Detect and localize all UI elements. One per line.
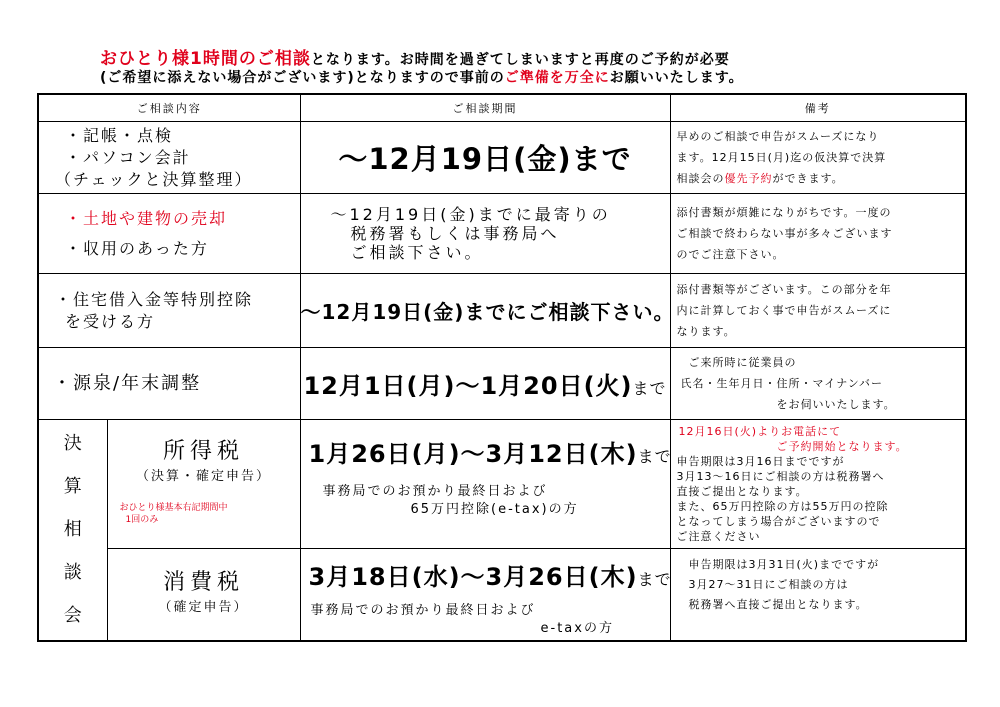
intro-line2-a: (ご希望に添えない場合がございます)となりますので事前の [100, 70, 505, 86]
consultation-table [37, 93, 967, 642]
detail-line: 事務局でのお預かり最終日および [322, 484, 548, 499]
shotoku-title-cell [107, 420, 300, 549]
shohi-note-cell [670, 549, 966, 641]
reservation-start-line: 12月16日(火)よりお電話にて [678, 425, 842, 438]
note-line: 税務署へ直接ご提出となります。 [688, 598, 868, 611]
vertical-char: 会 [63, 605, 82, 627]
intro-highlight: おひとり様1時間のご相談 [100, 49, 311, 69]
period-text: 3月18日(水)～3月26日(木) [308, 563, 638, 591]
kessan-vertical-label [38, 420, 107, 641]
content-cell [38, 348, 300, 420]
note-text: ができます。 [772, 172, 844, 185]
priority-reservation-text: 優先予約 [724, 172, 773, 185]
intro-line-2 [100, 69, 960, 87]
note-line: 直接ご提出となります。 [676, 485, 808, 498]
detail-line: e-taxの方 [540, 621, 614, 636]
note-line: 3月27～31日にご相談の方は [688, 578, 849, 591]
note-line: 3月13～16日にご相談の方は税務署へ [676, 470, 885, 483]
intro-line1-rest: となります。お時間を過ぎてしまいますと再度のご予約が必要 [310, 52, 730, 68]
header-notes: 備考 [670, 94, 966, 122]
note-line: をお伺いいたします。 [776, 398, 896, 411]
note-line: ご来所時に従業員の [688, 356, 797, 369]
period-text: 1月26日(月)～3月12日(木) [308, 440, 638, 468]
note-line: ご注意ください [676, 530, 761, 543]
tiny-note-line: 1回のみ [125, 515, 159, 525]
shotoku-detail [301, 483, 670, 519]
note-line: 氏名・生年月日・住所・マイナンバー [680, 377, 883, 390]
shotoku-tiny-note [108, 502, 300, 526]
header-content: ご相談内容 [38, 94, 300, 122]
period-cell [300, 194, 670, 274]
table-row [38, 549, 966, 641]
vertical-char: 相 [63, 519, 82, 541]
note-line: 添付書類等がございます。この部分を年 [676, 283, 892, 296]
shotoku-period-cell [300, 420, 670, 549]
content-line-highlight: ・土地や建物の売却 [65, 208, 228, 228]
shohi-subtitle: （確定申告） [158, 600, 249, 615]
table-row [38, 420, 966, 549]
header-period: ご相談期間 [300, 94, 670, 122]
period-cell: ～12月19日(金)までにご相談下さい。 [300, 274, 670, 348]
note-line [677, 168, 960, 189]
content-line: ・記帳・点検 [65, 125, 174, 145]
note-line: 内に計算しておく事で申告がスムーズに [676, 304, 892, 317]
note-line: となってしまう場合がございますので [676, 515, 881, 528]
tiny-note-line: おひとり様基本右記期間中 [119, 503, 228, 513]
period-cell [300, 348, 670, 420]
vertical-char: 決 [63, 433, 82, 455]
note-line: ご相談で終わらない事が多々ございます [676, 227, 893, 240]
period-suffix: まで [632, 379, 667, 398]
vertical-char: 算 [63, 476, 82, 498]
content-line: ・パソコン会計 [65, 147, 191, 167]
shohi-title-cell [107, 549, 300, 641]
detail-line: 65万円控除(e-tax)の方 [410, 502, 579, 517]
content-line: ・収用のあった方 [65, 238, 209, 258]
note-cell [670, 348, 966, 420]
table-row [38, 274, 966, 348]
shohi-title: 消費税 [162, 570, 244, 595]
content-cell [38, 122, 300, 194]
note-line: ます。12月15日(月)迄の仮決算で決算 [676, 151, 887, 164]
reservation-start-line: ご予約開始となります。 [776, 440, 908, 453]
shotoku-note-cell [670, 420, 966, 549]
note-cell [670, 194, 966, 274]
note-line: 申告期限は3月31日(火)までですが [688, 558, 880, 571]
note-line: 早めのご相談で申告がスムーズになり [676, 130, 880, 143]
note-line: また、65万円控除の方は55万円の控除 [676, 500, 889, 513]
content-cell [38, 194, 300, 274]
period-suffix: まで [637, 570, 672, 589]
note-line: 申告期限は3月16日までですが [676, 455, 845, 468]
note-text: 相談会の [676, 172, 725, 185]
intro-text [100, 50, 960, 87]
note-line: のでご注意下さい。 [676, 248, 785, 261]
period-cell: ～12月19日(金)まで [300, 122, 670, 194]
note-cell [670, 122, 966, 194]
shotoku-period [301, 434, 670, 469]
note-line: 添付書類が煩雑になりがちです。一度の [676, 206, 892, 219]
note-line: なります。 [676, 325, 736, 338]
shotoku-title: 所得税 [162, 439, 244, 464]
vertical-char: 談 [63, 562, 82, 584]
intro-line2-highlight: ご準備を万全に [504, 70, 610, 86]
shohi-detail [301, 602, 670, 638]
table-row [38, 348, 966, 420]
period-line: ～12月19日(金)までに最寄りの [330, 205, 611, 224]
table-row [38, 122, 966, 194]
detail-line: 事務局でのお預かり最終日および [310, 603, 536, 618]
period-text: 12月1日(月)～1月20日(火) [303, 372, 633, 400]
content-line: ・住宅借入金等特別控除 [55, 289, 254, 309]
period-line: ご相談下さい。 [350, 243, 484, 262]
content-line: ・源泉/年末調整 [53, 372, 202, 394]
note-cell [670, 274, 966, 348]
shohi-period [301, 557, 670, 592]
content-cell [38, 274, 300, 348]
content-line: を受ける方 [65, 311, 156, 331]
period-line: 税務署もしくは事務局へ [350, 224, 560, 243]
shohi-period-cell [300, 549, 670, 641]
shotoku-subtitle: （決算・確定申告） [135, 469, 271, 484]
intro-line-1 [100, 50, 960, 69]
period-suffix: まで [637, 447, 672, 466]
table-header-row [38, 94, 966, 122]
intro-line2-b: お願いいたします。 [609, 70, 744, 86]
content-line: （チェックと決算整理） [55, 169, 253, 189]
table-row [38, 194, 966, 274]
